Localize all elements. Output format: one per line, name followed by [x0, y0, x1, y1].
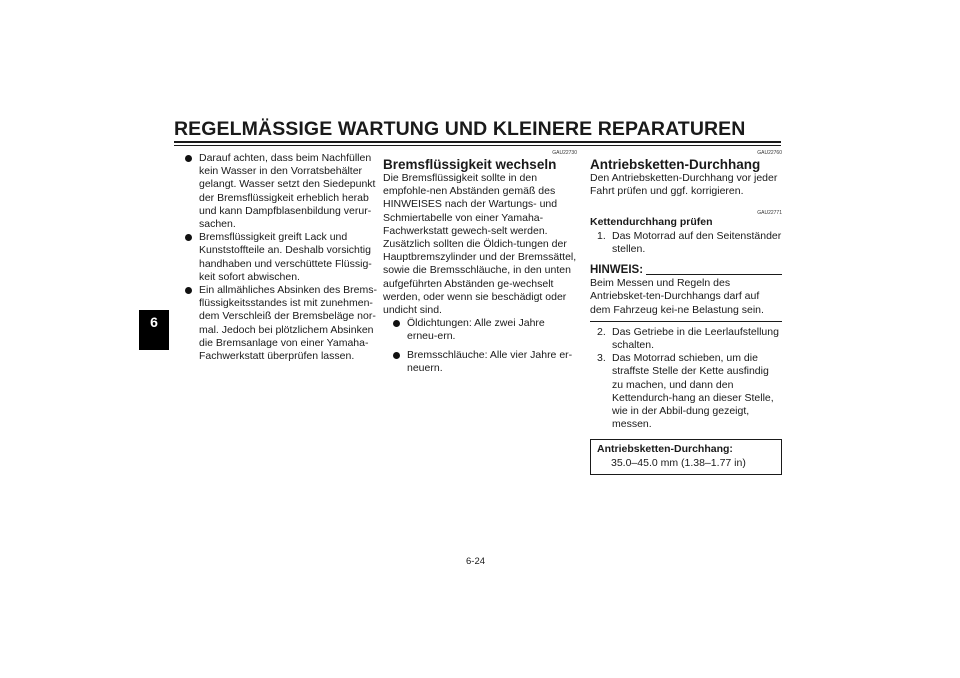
steps-list-a [590, 230, 782, 256]
list-item: 2. Das Getriebe in die Leerlaufstellung schalten. [597, 325, 779, 352]
column-1 [185, 152, 377, 363]
note-end-rule [590, 321, 782, 322]
bullet-dot-icon [185, 234, 192, 241]
section-heading-chain-slack: Antriebsketten-Durchhang [590, 157, 761, 172]
title-rule [174, 141, 781, 143]
interval-bullet-list [393, 317, 577, 375]
bullet-dot-icon [185, 287, 192, 294]
list-item: 1. Das Motorrad auf den Seitenständer stellen. [597, 229, 782, 255]
list-item: Ein allmähliches Absinken des Brems-flüssigkeitsstandes ist mit zunehmen-dem Verschleiß der Bremsbeläge nor-mal. Jedoch bei plötzlichem Absinken die Bremsanlage von einer Yamaha-Fachwerkstatt überprüfen lassen. [185, 284, 377, 363]
spec-box [590, 439, 782, 474]
list-item: Bremsflüssigkeit greift Lack und Kunststoffteile an. Deshalb vorsichtig handhaben und verschüttete Flüssig-keit sofort abwischen. [185, 231, 377, 284]
column-3 [590, 150, 782, 475]
section-intro: Den Antriebsketten-Durchhang vor jeder Fahrt prüfen und ggf. korrigieren. [590, 172, 778, 198]
note-text: Beim Messen und Regeln des Antriebsket-ten-Durchhangs darf auf dem Fahrzeug kei-ne Belastung sein. [590, 277, 764, 316]
spec-label: Antriebsketten-Durchhang: [597, 443, 733, 456]
section-code: GAU22730 [552, 150, 577, 156]
section-heading-brake-fluid: Bremsflüssigkeit wechseln [383, 157, 557, 172]
subsection-code: GAU22771 [757, 210, 782, 217]
bullet-dot-icon [185, 155, 192, 162]
column-2 [383, 150, 577, 375]
page-title: REGELMÄSSIGE WARTUNG UND KLEINERE REPARATUREN [174, 118, 746, 140]
section-code: GAU22760 [757, 150, 782, 156]
page-number: 6-24 [466, 556, 486, 567]
bullet-dot-icon [393, 320, 400, 327]
spec-value: 35.0–45.0 mm (1.38–1.77 in) [611, 456, 746, 469]
section-body: Die Bremsflüssigkeit sollte in den empfohle-nen Abständen gemäß des HINWEISES nach der Wartungs- und Schmiertabelle von einer Yamaha-Fachwerkstatt gewech-selt werden. Zusätzlich sollten die Öldich-tungen der Hauptbremszylinder und der Bremssättel, sowie die Bremsschläuche, in den unten aufgeführten Abständen ge-wechselt werden, oder wenn sie beschädigt oder undicht sind. [383, 172, 577, 317]
subsection-heading: Kettendurchhang prüfen [590, 216, 713, 229]
list-item: Bremsschläuche: Alle vier Jahre er-neuern. [393, 349, 577, 375]
steps-list-b [590, 326, 782, 432]
chapter-tab: 6 [139, 310, 169, 350]
note-header [590, 264, 782, 277]
title-rule-thin [174, 145, 781, 146]
warning-bullet-list [185, 152, 377, 363]
note-rule [646, 274, 782, 275]
list-item: Öldichtungen: Alle zwei Jahre erneu-ern. [393, 317, 577, 343]
list-item: 3. Das Motorrad schieben, um die straffste Stelle der Kette ausfindig zu machen, und dann den Kettendurch-hang an dieser Stelle, wie in der Abbil-dung gezeigt, messen. [597, 352, 774, 431]
list-item: Darauf achten, dass beim Nachfüllen kein Wasser in den Vorratsbehälter gelangt. Wasser setzt den Siedepunkt der Bremsflüssigkeit erheblich herab und kann Dampfblasenbildung verur-sachen. [185, 152, 377, 231]
bullet-dot-icon [393, 352, 400, 359]
note-label: HINWEIS: [590, 264, 644, 277]
